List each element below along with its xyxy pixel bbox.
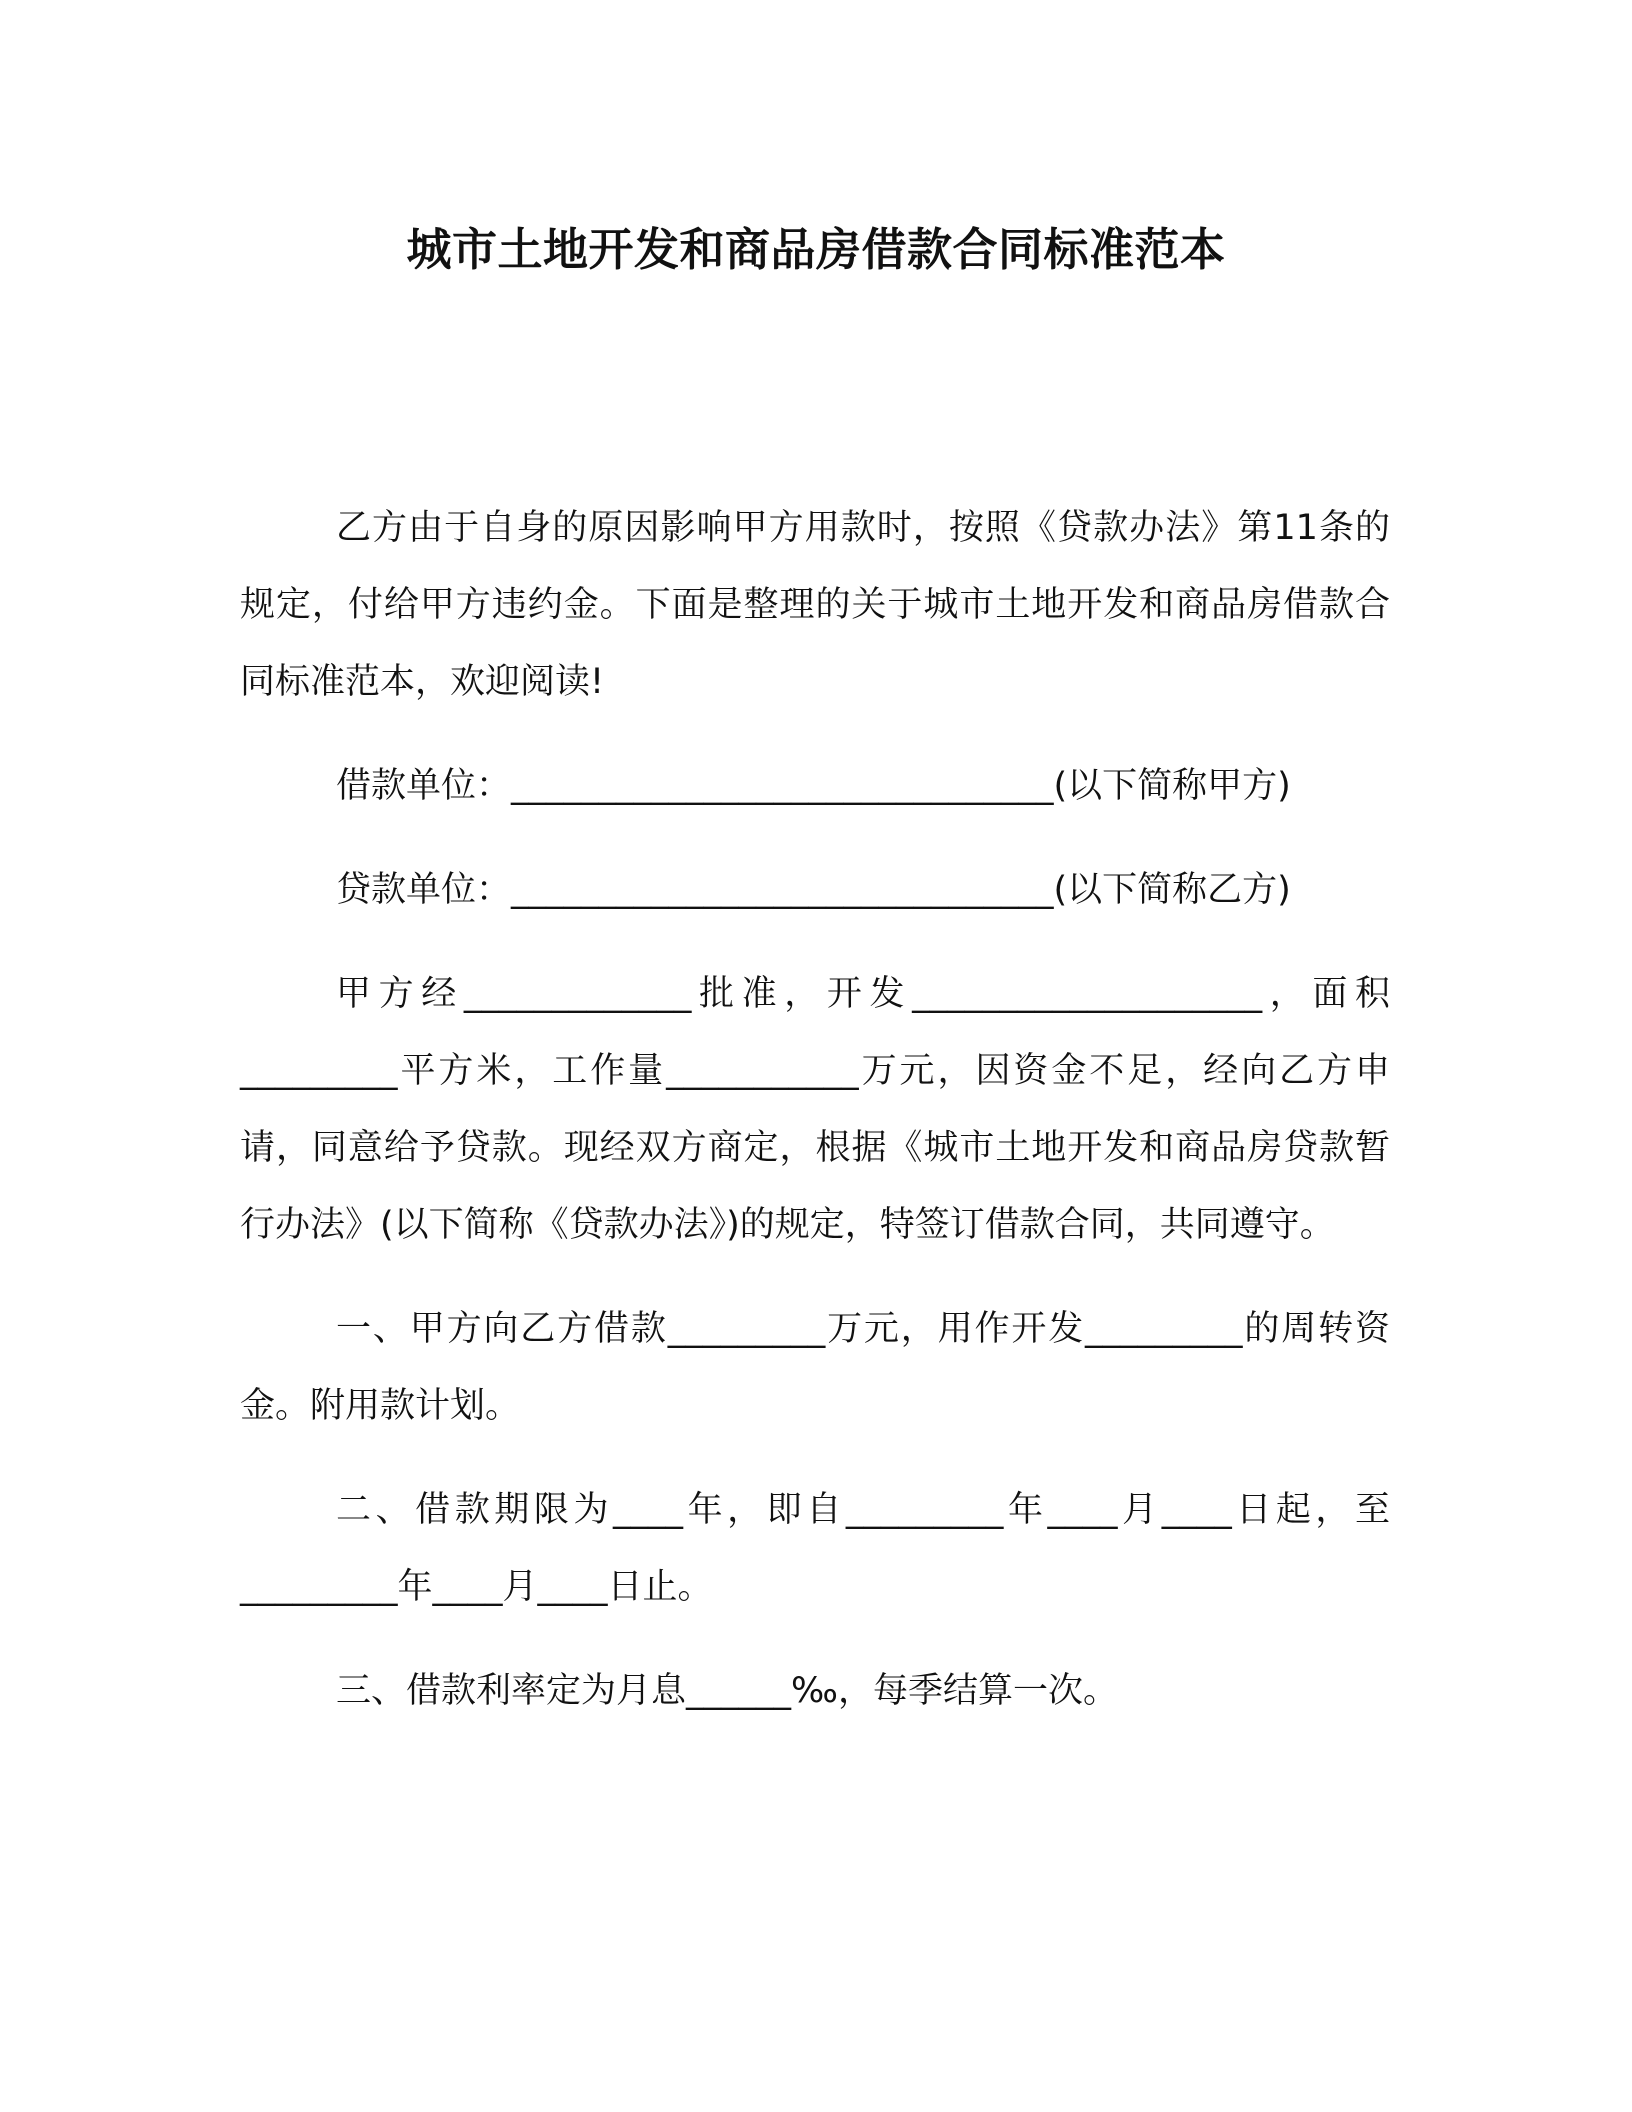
document-title: 城市土地开发和商品房借款合同标准范本 — [406, 223, 1226, 276]
clause-1: 一、甲方向乙方借款_________万元，用作开发_________的周转资金。附用款计划。 — [240, 1309, 1390, 1426]
clause-2: 二、借款期限为____年，即自_________年____月____日起，至_________年____月____日止。 — [240, 1490, 1390, 1607]
clause-3: 三、借款利率定为月息______‰，每季结算一次。 — [336, 1671, 1118, 1711]
lender-line: 贷款单位：_______________________________(以下简称乙方) — [336, 870, 1291, 910]
document-body — [240, 490, 1390, 1730]
approval-paragraph: 甲方经_____________批准，开发____________________，面积_________平方米，工作量___________万元，因资金不足，经向乙方申请，同意给予贷款。现经双方商定，根据《城市土地开发和商品房贷款暂行办法》(以下简称《贷款办法》)的规定，特签订借款合同，共同遵守。 — [240, 974, 1390, 1245]
borrower-line: 借款单位：_______________________________(以下简称甲方) — [336, 766, 1291, 806]
intro-paragraph: 乙方由于自身的原因影响甲方用款时，按照《贷款办法》第11条的规定，付给甲方违约金。下面是整理的关于城市土地开发和商品房借款合同标准范本，欢迎阅读! — [240, 508, 1390, 702]
